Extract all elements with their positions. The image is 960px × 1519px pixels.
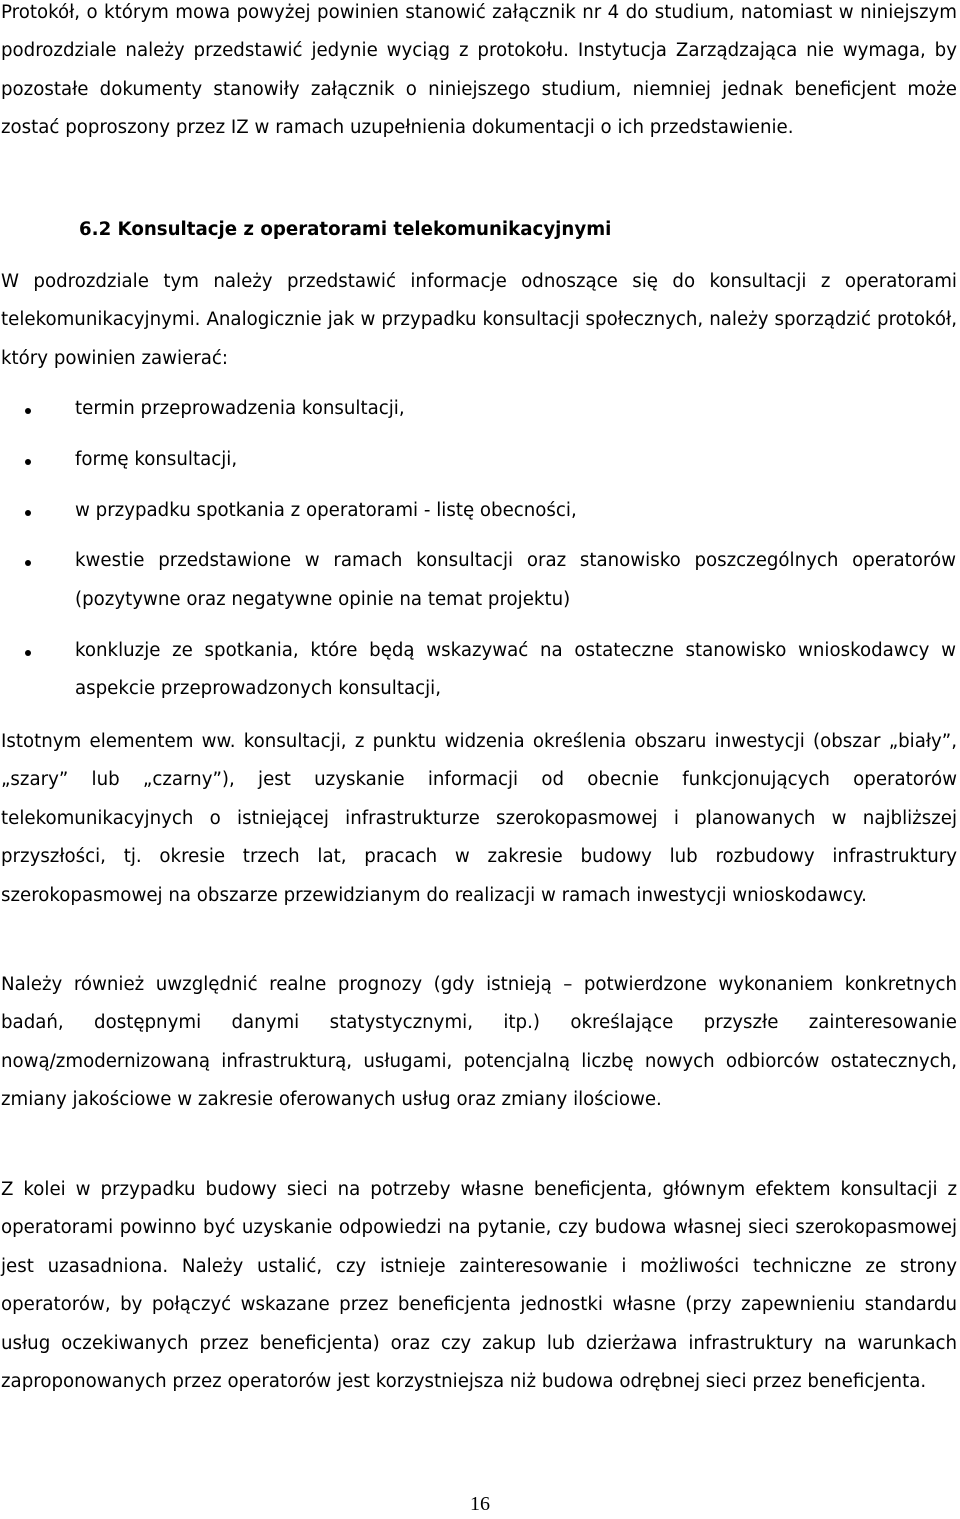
bullet-icon — [25, 459, 31, 465]
section-heading: 6.2 Konsultacje z operatorami telekomunikacyjnymi — [79, 219, 612, 240]
paragraph-own-network: Z kolei w przypadku budowy sieci na potrzeby własne beneficjenta, głównym efektem konsultacji z operatorami powinno być uzyskanie odpowiedzi na pytanie, czy budowa własnej sieci szerokopasmowej jest uzasadniona. Należy ustalić, czy istnieje zainteresowanie i możliwości techniczne ze strony operatorów, by połączyć wskazane przez beneficjenta jednostki własne (przy zapewnieniu standardu usług oczekiwanych przez beneficjenta) oraz czy zakup lub dzierżawa infrastruktury na warunkach zaproponowanych przez operatorów jest korzystniejsza niż budowa odrębnej sieci przez beneficjenta. — [1, 1179, 957, 1393]
list-item-text: kwestie przedstawione w ramach konsultacji oraz stanowisko poszczególnych operatorów (pozytywne oraz negatywne opinie na temat projektu) — [75, 550, 956, 610]
list-item — [0, 542, 956, 619]
paragraph-forecasts: Należy również uwzględnić realne prognozy (gdy istnieją – potwierdzone wykonaniem konkretnych badań, dostępnymi danymi statystycznymi, itp.) określające przyszłe zainteresowanie nową/zmodernizowaną infrastrukturą, usługami, potencjalną liczbę nowych odbiorców ostatecznych, zmiany jakościowe w zakresie oferowanych usług oraz zmiany ilościowe. — [1, 974, 957, 1111]
protocol-contents-list — [0, 390, 956, 721]
page-number: 16 — [470, 1493, 490, 1515]
paragraph-protocol-attachment: Protokół, o którym mowa powyżej powinien stanowić załącznik nr 4 do studium, natomiast w niniejszym podrozdziale należy przedstawić jedynie wyciąg z protokołu. Instytucja Zarządzająca nie wymaga, by pozostałe dokumenty stanowiły załącznik o niniejszego studium, niemniej jednak beneficjent może zostać poproszony przez IZ w ramach uzupełnienia dokumentacji o ich przedstawienie. — [1, 2, 957, 139]
list-item — [0, 441, 956, 479]
list-item-text: formę konsultacji, — [75, 448, 238, 470]
list-item — [0, 492, 956, 530]
list-item-text: w przypadku spotkania z operatorami - listę obecności, — [75, 499, 577, 521]
bullet-icon — [25, 560, 31, 566]
list-item — [0, 632, 956, 709]
bullet-icon — [25, 408, 31, 414]
bullet-icon — [25, 650, 31, 656]
paragraph-investment-area: Istotnym elementem ww. konsultacji, z punktu widzenia określenia obszaru inwestycji (obszar „biały”, „szary” lub „czarny”), jest uzyskanie informacji od obecnie funkcjonujących operatorów telekomunikacyjnych o istniejącej infrastrukturze szerokopasmowej i planowanych w najbliższej przyszłości, tj. okresie trzech lat, pracach w zakresie budowy lub rozbudowy infrastruktury szerokopasmowej na obszarze przewidzianym do realizacji w ramach inwestycji wnioskodawcy. — [1, 731, 957, 906]
list-item-text: konkluzje ze spotkania, które będą wskazywać na ostateczne stanowisko wnioskodawcy w aspekcie przeprowadzonych konsultacji, — [75, 639, 956, 699]
bullet-icon — [25, 510, 31, 516]
paragraph-operators-consultation: W podrozdziale tym należy przedstawić informacje odnoszące się do konsultacji z operatorami telekomunikacyjnymi. Analogicznie jak w przypadku konsultacji społecznych, należy sporządzić protokół, który powinien zawierać: — [1, 271, 957, 369]
list-item — [0, 390, 956, 428]
list-item-text: termin przeprowadzenia konsultacji, — [75, 398, 405, 419]
